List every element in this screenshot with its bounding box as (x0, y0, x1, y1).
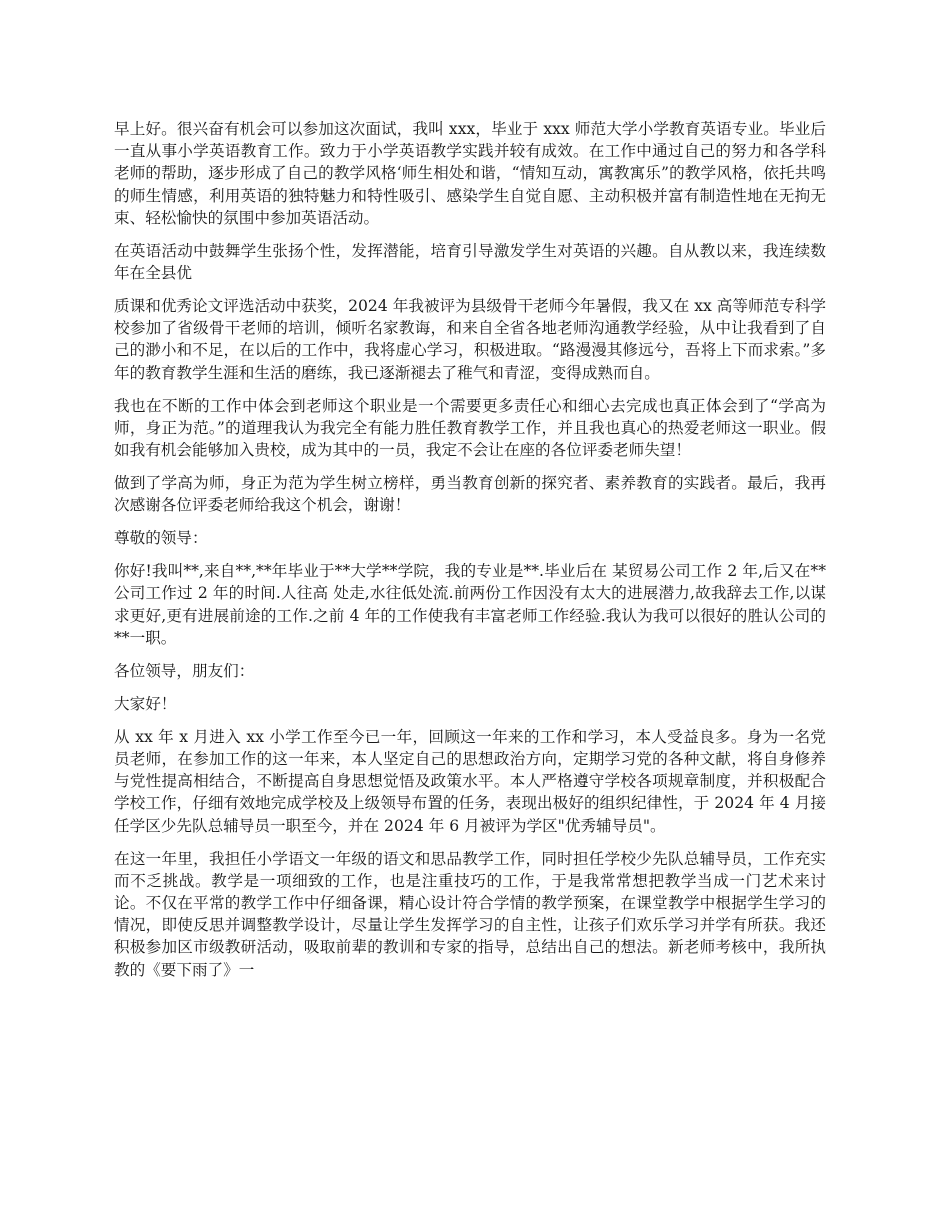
document-body (114, 118, 826, 992)
paragraph-teacher-profession: 我也在不断的工作中体会到老师这个职业是一个需要更多责任心和细心去完成也真正体会到了“学高为师，身正为范。”的道理我认为我完全有能力胜任教育教学工作，并且我也真心的热爱老师这一职业。假如我有机会能够加入贵校，成为其中的一员，我定不会让在座的各位评委老师失望！ (114, 396, 826, 460)
paragraph-year-review: 从 xx 年 x 月进入 xx 小学工作至今已一年，回顾这一年来的工作和学习，本人受益良多。身为一名党员老师，在参加工作的这一年来，本人坚定自己的思想政治方向，定期学习党的各种文献，将自身修养与党性提高相结合，不断提高自身思想觉悟及政策水平。本人严格遵守学校各项规章制度，并积极配合学校工作，仔细有效地完成学校及上级领导布置的任务，表现出极好的组织纪律性，于 2024 年 4 月接任学区少先队总辅导员一职至今，并在 2024 年 6 月被评为学区"优秀辅导员"。 (114, 727, 826, 835)
paragraph-closing-thanks: 做到了学高为师，身正为范为学生树立榜样，勇当教育创新的探究者、素养教育的实践者。最后，我再次感谢各位评委老师给我这个机会，谢谢！ (114, 474, 826, 515)
paragraph-job-self-intro: 你好!我叫**,来自**,**年毕业于**大学**学院，我的专业是**.毕业后在 某贸易公司工作 2 年,后又在**公司工作过 2 年的时间.人往高 处走,水往低处流.前两份工作因没有太大的进展潜力,故我辞去工作,以谋求更好,更有进展前途的工作.之前 4 年的工作使我有丰富老师工作经验.我认为我可以很好的胜认公司的**一职。 (114, 562, 826, 647)
paragraph-english-activities: 在英语活动中鼓舞学生张扬个性，发挥潜能，培育引导激发学生对英语的兴趣。自从教以来，我连续数年在全县优 (114, 241, 826, 283)
paragraph-salutation-leaders: 尊敬的领导： (114, 529, 208, 548)
paragraph-teaching-work: 在这一年里，我担任小学语文一年级的语文和思品教学工作，同时担任学校少先队总辅导员，工作充实而不乏挑战。教学是一项细致的工作，也是注重技巧的工作，于是我常常想把教学当成一门艺术来讨论。不仅在平常的教学工作中仔细备课，精心设计符合学情的教学预案，在课堂教学中根据学生学习的情况，即使反思并调整教学设计，尽量让学生发挥学习的自主性，让孩子们欢乐学习并学有所获。我还积极参加区市级教研活动，吸取前辈的教训和专家的指导，总结出自己的想法。新老师考核中，我所执教的《要下雨了》一 (114, 849, 826, 979)
paragraph-greeting: 大家好！ (114, 694, 177, 713)
paragraph-salutation-friends: 各位领导，朋友们： (114, 661, 255, 680)
paragraph-awards: 质课和优秀论文评选活动中获奖，2024 年我被评为县级骨干老师今年暑假，我又在 xx 高等师范专科学校参加了省级骨干老师的培训，倾听名家教诲，和来自全省各地老师沟通教学经验，从中让我看到了自己的渺小和不足，在以后的工作中，我将虚心学习，积极进取。“路漫漫其修远兮，吾将上下而求索。”多年的教育教学生涯和生活的磨练，我已逐渐褪去了稚气和青涩，变得成熟而自。 (114, 297, 826, 382)
paragraph-intro: 早上好。很兴奋有机会可以参加这次面试，我叫 xxx，毕业于 xxx 师范大学小学教育英语专业。毕业后一直从事小学英语教育工作。致力于小学英语教学实践并较有成效。在工作中通过自己的努力和各学科老师的帮助，逐步形成了自己的教学风格‘师生相处和谐，“情知互动，寓教寓乐”的教学风格，依托共鸣的师生情感，利用英语的独特魅力和特性吸引、感染学生自觉自愿、主动积极并富有制造性地在无拘无束、轻松愉快的氛围中参加英语活动。 (114, 120, 826, 227)
